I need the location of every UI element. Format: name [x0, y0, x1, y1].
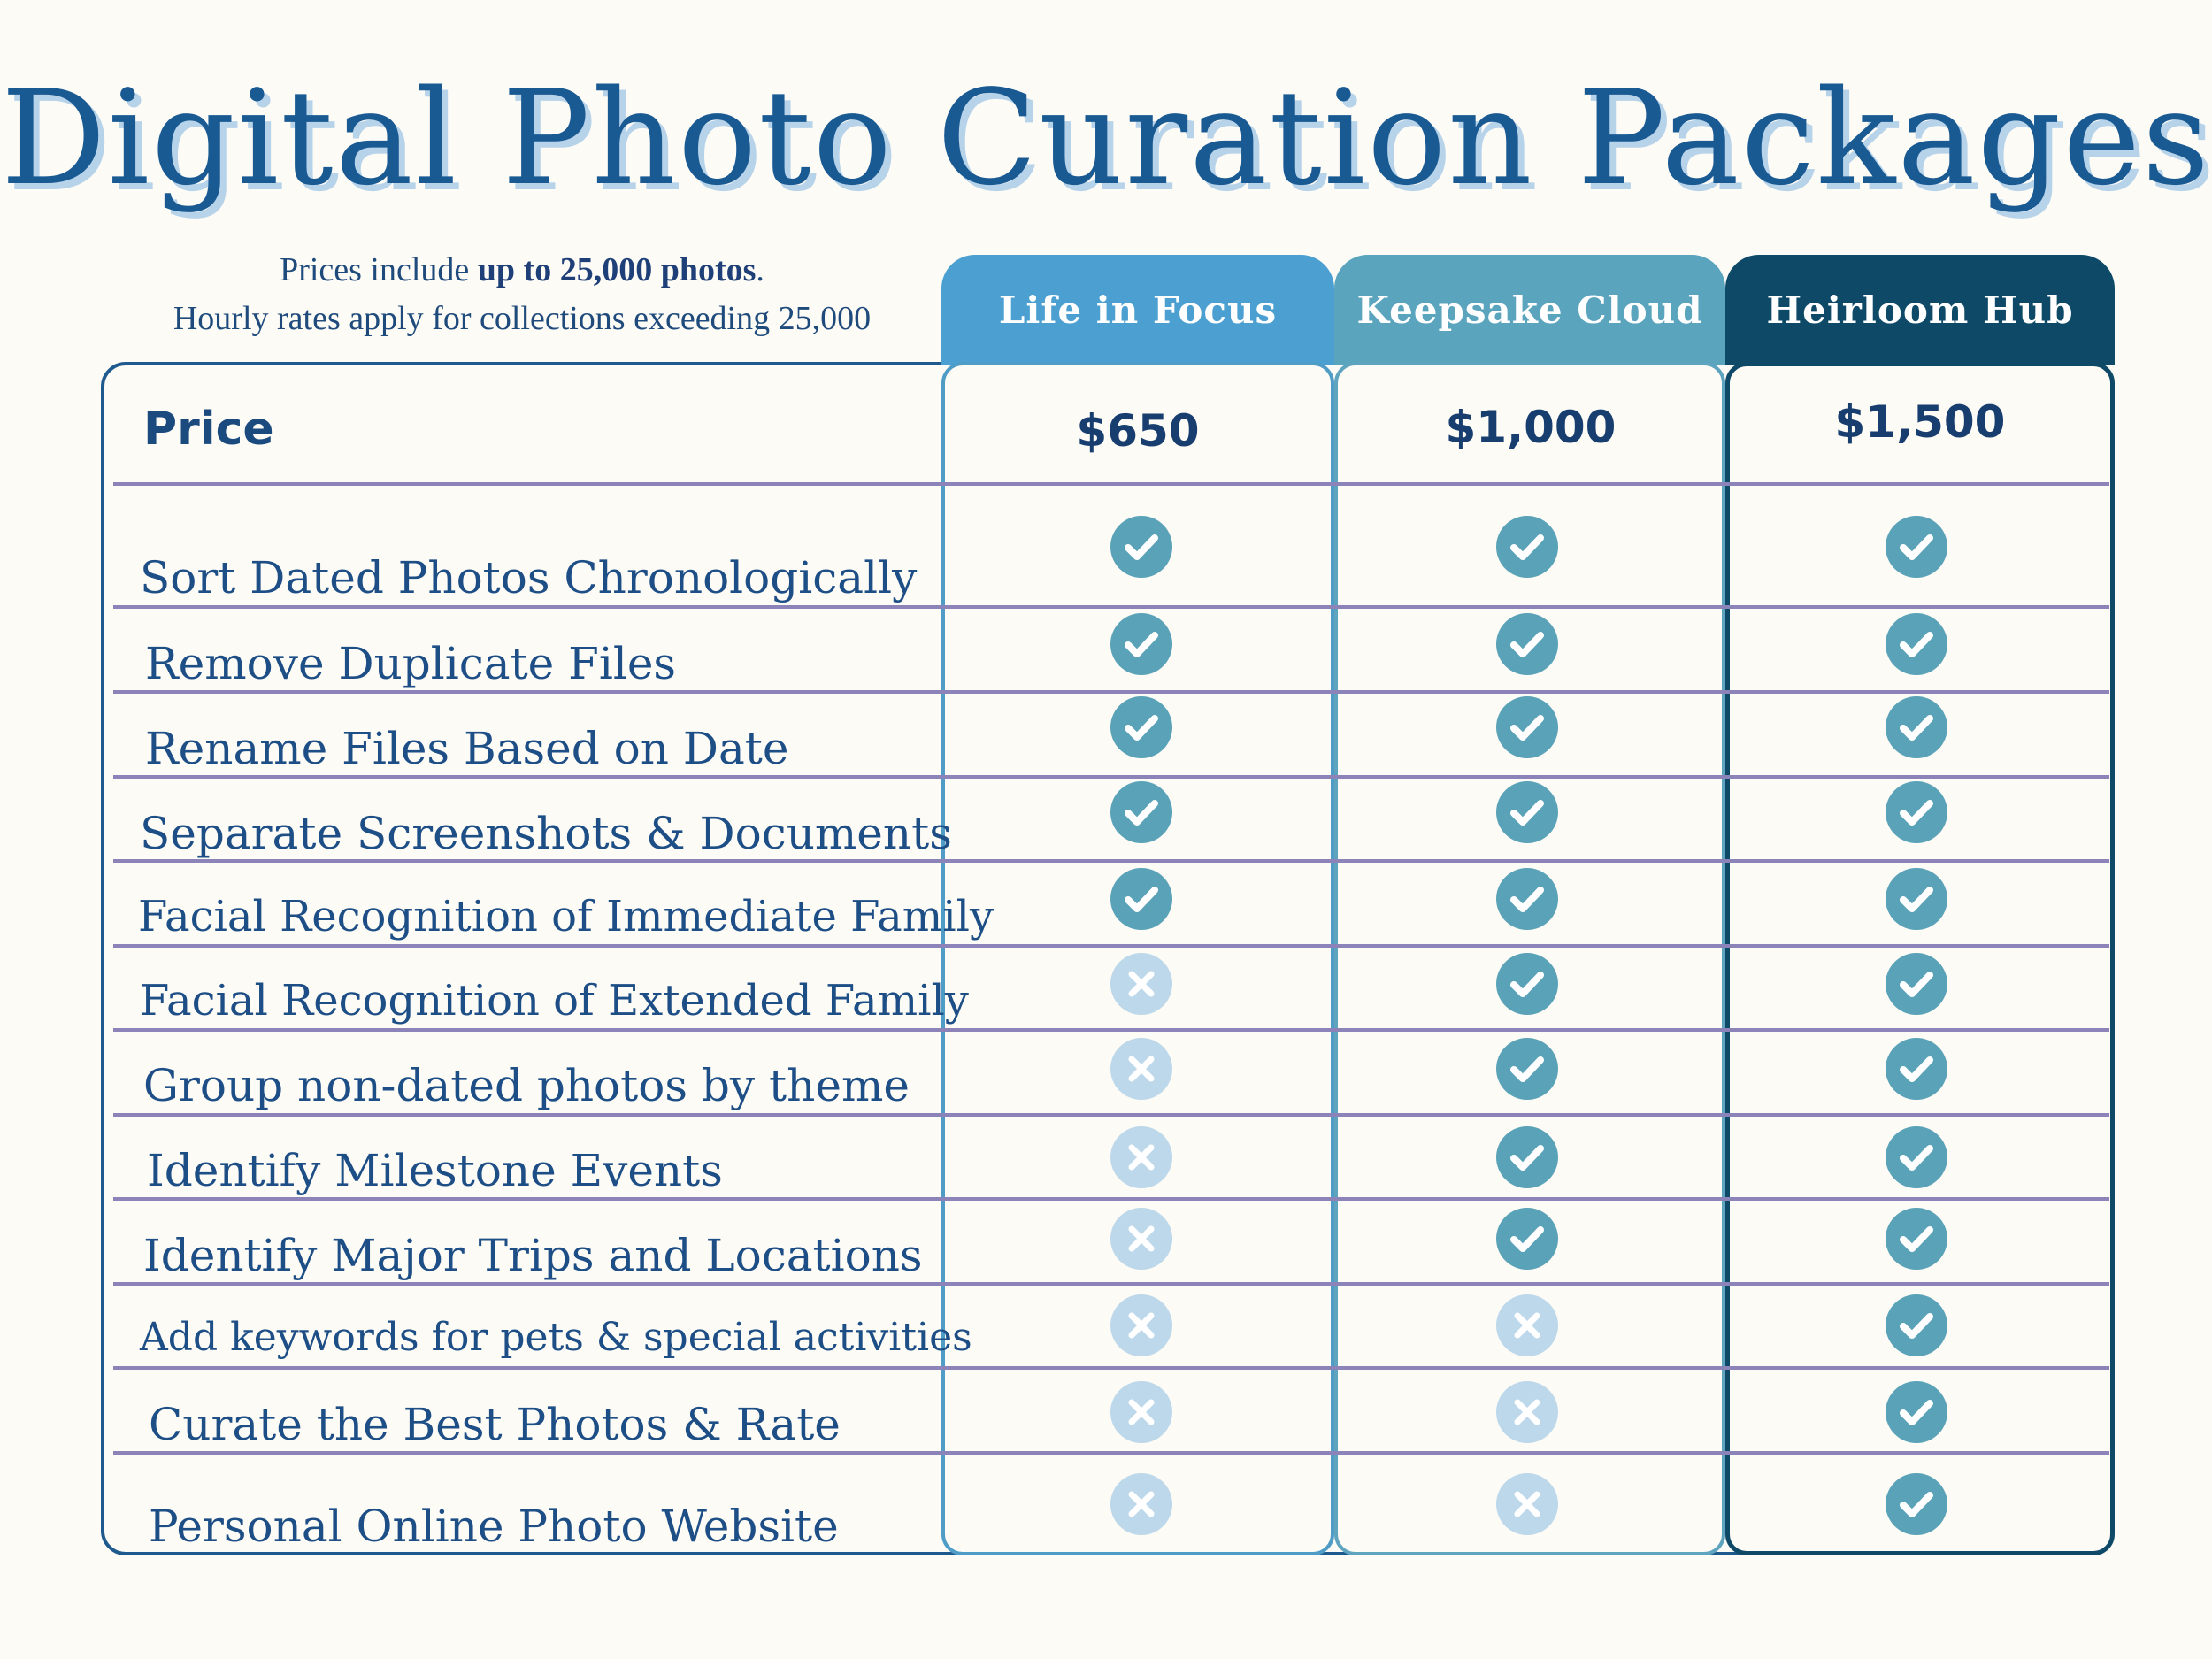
- feature-label: Sort Dated Photos Chronologically: [140, 552, 918, 603]
- check-circle-icon: [1496, 1126, 1558, 1188]
- feature-label: Rename Files Based on Date: [145, 723, 789, 774]
- x-circle-icon: [1496, 1294, 1558, 1356]
- x-circle-icon: [1110, 1381, 1172, 1443]
- pricing-note-suffix: .: [756, 251, 764, 288]
- check-circle-icon: [1496, 613, 1558, 675]
- x-circle-icon: [1496, 1473, 1558, 1535]
- x-circle-icon: [1110, 1473, 1172, 1535]
- check-circle-icon: [1886, 1038, 1947, 1100]
- check-circle-icon: [1886, 1294, 1947, 1356]
- feature-label: Identify Milestone Events: [147, 1145, 723, 1196]
- feature-label: Add keywords for pets & special activities: [140, 1315, 972, 1360]
- row-divider: [113, 944, 2109, 948]
- pricing-note-hourly: Hourly rates apply for collections exceeding 25,000: [173, 300, 872, 337]
- row-divider: [113, 1366, 2109, 1370]
- x-circle-icon: [1110, 1126, 1172, 1188]
- feature-label: Facial Recognition of Immediate Family: [138, 892, 995, 941]
- pricing-note-prefix: Prices include: [280, 251, 478, 288]
- feature-label: Identify Major Trips and Locations: [143, 1230, 923, 1281]
- price-heirloom-hub: $1,500: [1834, 396, 2006, 448]
- check-circle-icon: [1886, 868, 1947, 930]
- row-divider: [113, 482, 2109, 486]
- x-circle-icon: [1110, 1038, 1172, 1100]
- x-circle-icon: [1110, 1294, 1172, 1356]
- check-circle-icon: [1496, 781, 1558, 843]
- x-circle-icon: [1496, 1381, 1558, 1443]
- price-row-label: Price: [143, 403, 274, 456]
- row-divider: [113, 1113, 2109, 1117]
- row-divider: [113, 1197, 2109, 1201]
- check-circle-icon: [1110, 696, 1172, 758]
- row-divider: [113, 690, 2109, 694]
- check-circle-icon: [1886, 516, 1947, 578]
- check-circle-icon: [1496, 1208, 1558, 1270]
- check-circle-icon: [1110, 516, 1172, 578]
- check-circle-icon: [1886, 1473, 1947, 1535]
- row-divider: [113, 1451, 2109, 1455]
- package-header-life-in-focus: Life in Focus: [941, 255, 1334, 365]
- check-circle-icon: [1110, 613, 1172, 675]
- check-circle-icon: [1886, 1126, 1947, 1188]
- row-divider: [113, 605, 2109, 609]
- row-divider: [113, 1282, 2109, 1286]
- feature-label: Separate Screenshots & Documents: [140, 808, 952, 859]
- price-keepsake-cloud: $1,000: [1445, 402, 1617, 453]
- feature-label: Group non-dated photos by theme: [143, 1060, 910, 1111]
- pricing-note-highlight: up to 25,000 photos: [477, 251, 757, 288]
- row-divider: [113, 859, 2109, 863]
- feature-label: Curate the Best Photos & Rate: [149, 1399, 841, 1450]
- package-header-heirloom-hub: Heirloom Hub: [1725, 255, 2115, 365]
- feature-label: Facial Recognition of Extended Family: [140, 976, 969, 1025]
- check-circle-icon: [1496, 516, 1558, 578]
- pricing-note: [124, 246, 920, 343]
- package-header-keepsake-cloud: Keepsake Cloud: [1334, 255, 1725, 365]
- check-circle-icon: [1886, 696, 1947, 758]
- feature-label: Remove Duplicate Files: [145, 638, 677, 689]
- check-circle-icon: [1110, 781, 1172, 843]
- check-circle-icon: [1496, 868, 1558, 930]
- check-circle-icon: [1886, 1381, 1947, 1443]
- check-circle-icon: [1886, 953, 1947, 1015]
- price-life-in-focus: $650: [1076, 405, 1200, 457]
- check-circle-icon: [1886, 1208, 1947, 1270]
- page-title: Digital Photo Curation Packages: [1, 62, 2211, 214]
- x-circle-icon: [1110, 1208, 1172, 1270]
- check-circle-icon: [1496, 696, 1558, 758]
- check-circle-icon: [1886, 613, 1947, 675]
- check-circle-icon: [1110, 868, 1172, 930]
- row-divider: [113, 775, 2109, 779]
- x-circle-icon: [1110, 953, 1172, 1015]
- check-circle-icon: [1496, 953, 1558, 1015]
- check-circle-icon: [1496, 1038, 1558, 1100]
- check-circle-icon: [1886, 781, 1947, 843]
- row-divider: [113, 1028, 2109, 1032]
- feature-label: Personal Online Photo Website: [149, 1501, 839, 1552]
